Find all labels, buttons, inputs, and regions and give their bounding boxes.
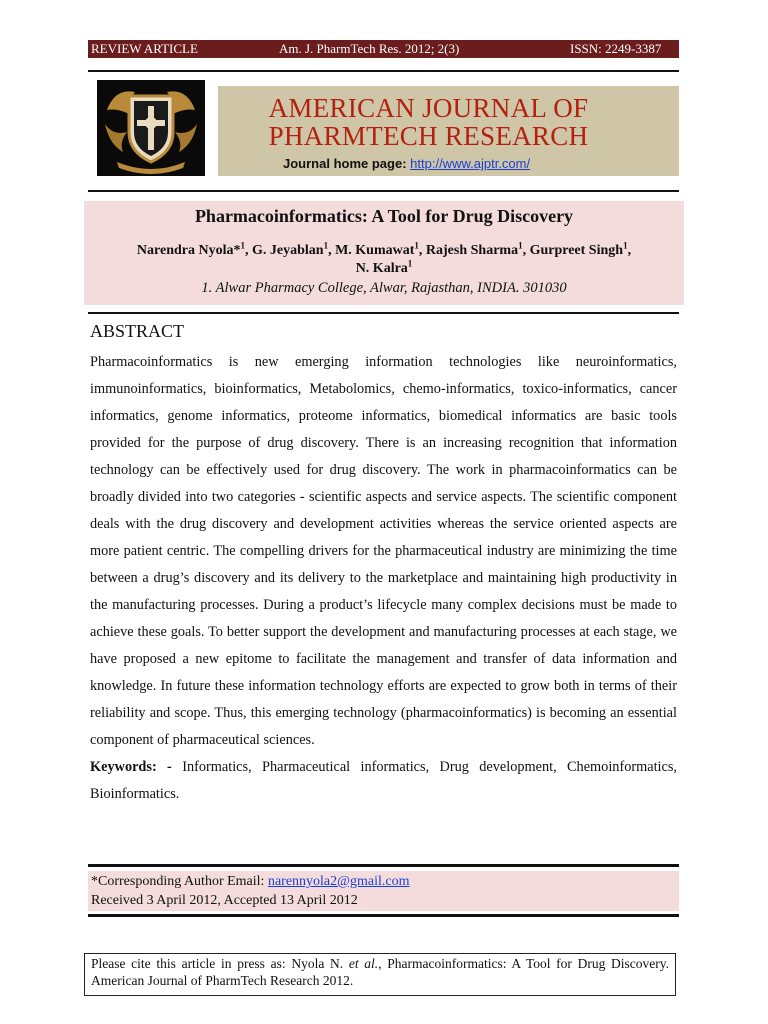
author-affiliation: 1 [407, 258, 413, 269]
author-affiliation: 1 [323, 240, 329, 251]
received-dates: Received 3 April 2012, Accepted 13 April 2012 [91, 893, 358, 908]
abstract-heading: ABSTRACT [90, 321, 185, 341]
homepage-label: Journal home page: [283, 156, 407, 171]
author: N. Kalra [355, 261, 408, 276]
header-bar [88, 40, 679, 58]
article-type: REVIEW ARTICLE [91, 41, 198, 56]
journal-logo [97, 80, 205, 176]
affiliation: 1. Alwar Pharmacy College, Alwar, Rajasthan, INDIA. 301030 [201, 280, 567, 296]
divider [88, 914, 679, 917]
correspondence-box [88, 871, 679, 911]
author-affiliation: 1 [518, 240, 523, 251]
correspondence-label: *Corresponding Author Email: [91, 874, 265, 889]
abstract-text: Pharmacoinformatics is new emerging information technologies like neuroinformatics, immunoinformatics, bioinformatics, Metabolomics, chemo-informatics, toxico-informatics, cancer informatics, genome informatics, proteome informatics, biomedical informatics are basic tools provided for the purpose of drug discovery. There is an increasing recognition that information technology can be effectively used for drug discovery. The work in pharmacoinformatics can be broadly divided into two categories - scientific aspects and service aspects. The scientific component deals with the drug discovery and development activities whereas the service oriented aspects are more patient centric. The compelling drivers for the pharmaceutical industry are minimizing the time between a drug’s discovery and its delivery to the marketplace and maintaining high productivity in the manufacturing processes. During a product’s lifecycle many complex decisions must be made to achieve these goals. To better support the development and manufacturing processes at each stage, we have proposed a new epitome to facilitate the management and transfer of data information and knowledge. In future these information technology efforts are expected to grow both in terms of their reliability and scope. Thus, this emerging technology (pharmacoinformatics) is becoming an essential component of pharmaceutical sciences. [90, 354, 677, 748]
divider [88, 312, 679, 314]
citation-prefix: Please cite this article in press as: Nyola N. [91, 956, 344, 971]
abstract-body [90, 349, 677, 808]
keywords-label: Keywords: - [90, 759, 172, 775]
article-title: Pharmacoinformatics: A Tool for Drug Discovery [194, 206, 574, 226]
keywords [90, 754, 677, 808]
homepage-link[interactable]: http://www.ajptr.com/ [410, 156, 531, 171]
crest-icon [97, 80, 205, 176]
author-affiliation: 1 [623, 240, 628, 251]
citation-suffix: , Pharmacoinformatics: A Tool for Drug Discovery. American Journal of PharmTech Research 2012. [91, 956, 670, 988]
author: M. Kumawat [335, 243, 415, 258]
journal-citation: Am. J. PharmTech Res. 2012; 2(3) [279, 41, 460, 56]
divider [88, 864, 679, 867]
keywords-text: Informatics, Pharmaceutical informatics, Drug development, Chemoinformatics, Bioinformatics. [90, 759, 678, 802]
author: Narendra Nyola* [136, 243, 241, 258]
citation-text [91, 955, 669, 989]
divider [88, 190, 679, 192]
citation-etal: et al. [348, 956, 379, 971]
author-affiliation: 1 [414, 240, 419, 251]
journal-name-line1: AMERICAN JOURNAL OF [268, 93, 589, 123]
journal-name-line2: PHARMTECH RESEARCH [268, 121, 589, 151]
journal-banner [218, 86, 679, 176]
issn: ISSN: 2249-3387 [570, 41, 662, 56]
author-list: Narendra Nyola*$^1$, G. Jeyablan$^1$, M. Kumawat$^1$, Rajesh Sharma$^1$, Gurpreet Singh$^1$, N. Kalra$^1$ [136, 240, 632, 276]
divider [88, 70, 679, 72]
author: Rajesh Sharma [425, 243, 519, 258]
correspondence-email-link[interactable]: narennyola2@gmail.com [267, 874, 410, 889]
author: Gurpreet Singh [529, 243, 624, 258]
correspondence-email-line [91, 872, 410, 891]
journal-homepage [283, 156, 530, 171]
title-block [84, 201, 684, 305]
citation-box [84, 953, 676, 996]
author: G. Jeyablan [252, 243, 324, 258]
author-affiliation: 1 [240, 240, 245, 251]
